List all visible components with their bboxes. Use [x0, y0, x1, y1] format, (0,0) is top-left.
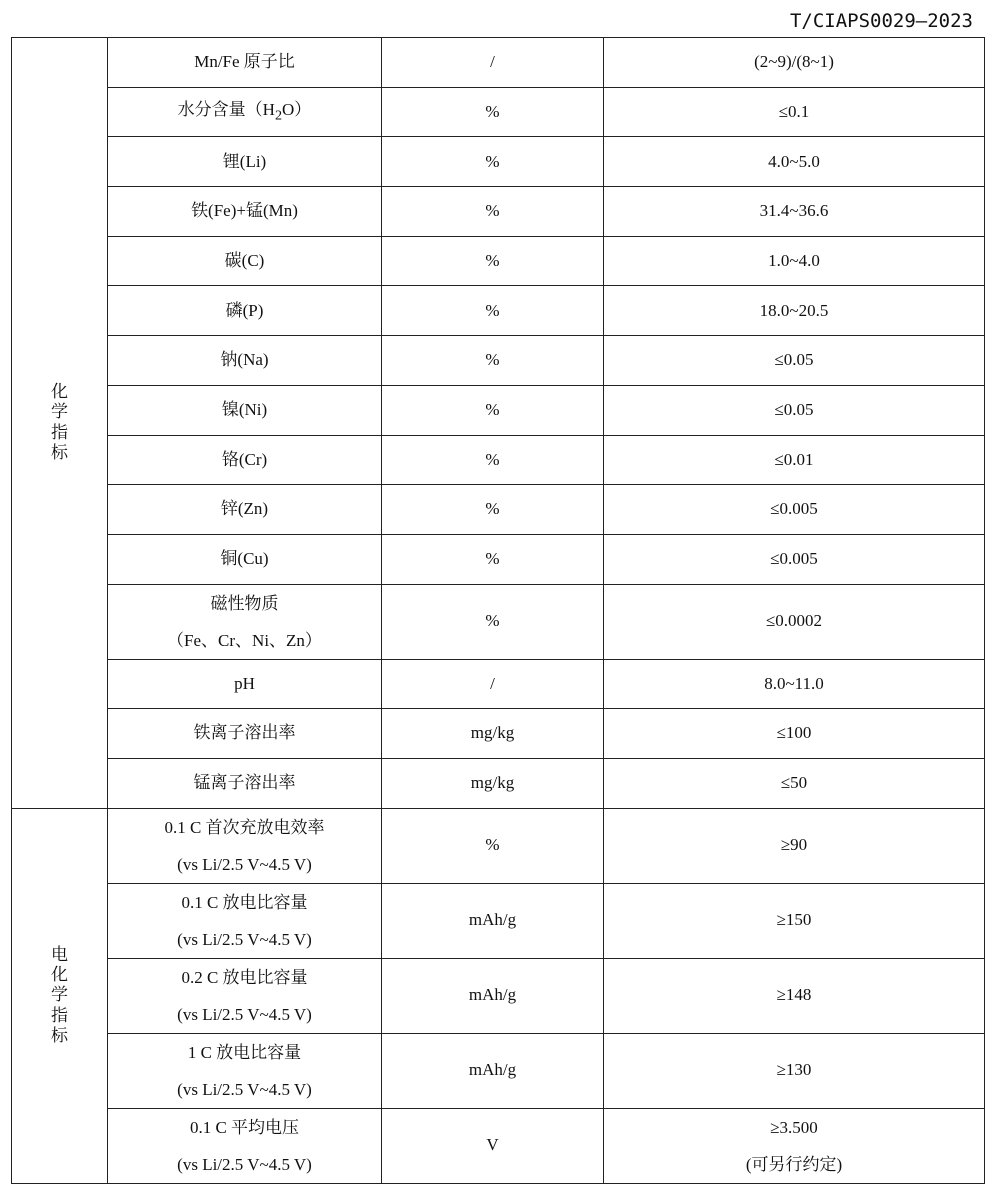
table-row	[12, 1108, 985, 1183]
unit-cell: mAh/g	[382, 1033, 604, 1108]
value-cell: (2~9)/(8~1)	[604, 38, 985, 88]
unit-cell: %	[382, 336, 604, 386]
item-cell: 铁离子溶出率	[108, 709, 382, 759]
table-row	[12, 286, 985, 336]
unit-cell: /	[382, 659, 604, 709]
item-cell: Mn/Fe 原子比	[108, 38, 382, 88]
item-cell: 水分含量$(H_2O)$	[108, 87, 382, 137]
value-cell: ≥3.500 (可另行约定)	[604, 1108, 985, 1183]
table-row	[12, 958, 985, 1033]
item-cell: 钠(Na)	[108, 336, 382, 386]
value-cell: ≥90	[604, 808, 985, 883]
table-row	[12, 584, 985, 659]
unit-cell: mg/kg	[382, 758, 604, 808]
value-cell: ≤0.1	[604, 87, 985, 137]
item-cell: 锰离子溶出率	[108, 758, 382, 808]
unit-cell: %	[382, 485, 604, 535]
unit-cell: %	[382, 808, 604, 883]
item-cell: 铜(Cu)	[108, 534, 382, 584]
value-cell: 8.0~11.0	[604, 659, 985, 709]
item-cell: 0.1 C 放电比容量 (vs Li/2.5 V~4.5 V)	[108, 883, 382, 958]
table-row	[12, 534, 985, 584]
unit-cell: %	[382, 286, 604, 336]
unit-cell: %	[382, 137, 604, 187]
value-cell: ≤50	[604, 758, 985, 808]
unit-cell: %	[382, 187, 604, 237]
table-row	[12, 385, 985, 435]
item-cell: 铁(Fe)+锰(Mn)	[108, 187, 382, 237]
value-cell: ≥148	[604, 958, 985, 1033]
item-cell: pH	[108, 659, 382, 709]
table-row	[12, 336, 985, 386]
unit-cell: /	[382, 38, 604, 88]
value-cell: ≤0.01	[604, 435, 985, 485]
table-row	[12, 808, 985, 883]
value-cell: 31.4~36.6	[604, 187, 985, 237]
value-cell: 1.0~4.0	[604, 236, 985, 286]
item-cell: 碳(C)	[108, 236, 382, 286]
value-cell: ≤0.05	[604, 385, 985, 435]
table-row	[12, 709, 985, 759]
table-row	[12, 435, 985, 485]
table-row	[12, 659, 985, 709]
table-row	[12, 38, 985, 88]
unit-cell: %	[382, 435, 604, 485]
item-cell: 铬(Cr)	[108, 435, 382, 485]
unit-cell: %	[382, 87, 604, 137]
table-row	[12, 485, 985, 535]
value-cell: ≤0.005	[604, 534, 985, 584]
group-label-electrochemical: 电 化 学 指 标	[12, 808, 108, 1183]
subscript: 2	[274, 107, 283, 124]
document-code: T/CIAPS0029—2023	[789, 10, 973, 32]
table-row	[12, 137, 985, 187]
value-cell: 18.0~20.5	[604, 286, 985, 336]
unit-cell: V	[382, 1108, 604, 1183]
table-row	[12, 1033, 985, 1108]
unit-cell: mAh/g	[382, 958, 604, 1033]
item-cell: 磁性物质 （Fe、Cr、Ni、Zn）	[108, 584, 382, 659]
value-cell: ≥130	[604, 1033, 985, 1108]
item-cell: 1 C 放电比容量 (vs Li/2.5 V~4.5 V)	[108, 1033, 382, 1108]
unit-cell: mg/kg	[382, 709, 604, 759]
unit-cell: %	[382, 584, 604, 659]
item-cell: 磷(P)	[108, 286, 382, 336]
spec-table	[11, 37, 985, 1184]
table-row	[12, 758, 985, 808]
group-label-chemical: 化 学 指 标	[12, 38, 108, 809]
unit-cell: %	[382, 534, 604, 584]
value-cell: ≤0.05	[604, 336, 985, 386]
item-cell: 锂(Li)	[108, 137, 382, 187]
unit-cell: %	[382, 236, 604, 286]
table-row	[12, 87, 985, 137]
item-cell: 0.1 C 平均电压 (vs Li/2.5 V~4.5 V)	[108, 1108, 382, 1183]
value-cell: ≤100	[604, 709, 985, 759]
value-cell: ≤0.0002	[604, 584, 985, 659]
unit-cell: mAh/g	[382, 883, 604, 958]
value-cell: ≥150	[604, 883, 985, 958]
unit-cell: %	[382, 385, 604, 435]
table-row	[12, 187, 985, 237]
table-row	[12, 236, 985, 286]
value-cell: ≤0.005	[604, 485, 985, 535]
value-cell: 4.0~5.0	[604, 137, 985, 187]
item-cell: 镍(Ni)	[108, 385, 382, 435]
item-cell: 0.2 C 放电比容量 (vs Li/2.5 V~4.5 V)	[108, 958, 382, 1033]
item-cell: 0.1 C 首次充放电效率 (vs Li/2.5 V~4.5 V)	[108, 808, 382, 883]
table-row	[12, 883, 985, 958]
item-cell: 锌(Zn)	[108, 485, 382, 535]
